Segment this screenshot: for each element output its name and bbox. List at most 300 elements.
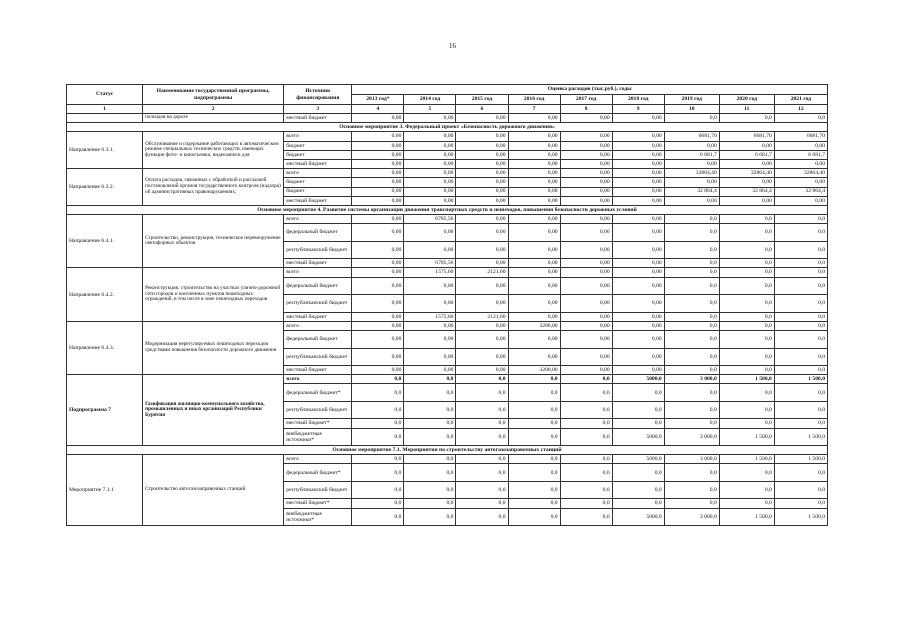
value-cell: 0,00 [774,178,827,187]
header-source: Источник финансирования [284,85,352,105]
table-row [67,132,828,141]
value-cell: 0,00 [508,114,560,123]
value-cell: 0,00 [560,348,612,366]
value-cell: 0,0 [456,375,508,384]
value-cell: 0,00 [612,187,664,196]
value-cell: 0,00 [508,312,560,321]
value-cell: 0,0 [560,499,612,508]
value-cell: 0,00 [560,277,612,295]
value-cell: 0,00 [352,348,404,366]
value-cell: 0,0 [508,375,560,384]
value-cell: 0,0 [456,455,508,464]
value-cell: 0,0 [719,259,774,268]
value-cell: 0,0 [508,464,560,482]
header-year: 2016 год [508,95,560,105]
header-index: 1 [67,105,143,114]
value-cell: 0,0 [560,455,612,464]
table-row [67,268,828,277]
value-cell: 0,00 [456,169,508,178]
value-cell: 0,00 [456,187,508,196]
value-cell: 0,00 [404,114,456,123]
value-cell: 0,00 [560,224,612,242]
value-cell: 1 500,0 [719,375,774,384]
value-cell: 0,0 [456,481,508,499]
section-title: Основное мероприятие 7.1. Мероприятия по строительству автогазозаправочных станций [67,446,828,455]
status-cell: Направление 6.4.1. [67,215,143,268]
value-cell: 0,00 [560,132,612,141]
source-cell: федеральный бюджет [284,331,352,349]
header-index: 5 [404,105,456,114]
source-cell: местный бюджет* [284,419,352,428]
value-cell: 0,00 [719,196,774,205]
value-cell: 6785,56 [404,215,456,224]
table-row [67,455,828,464]
value-cell: 0,00 [352,295,404,313]
value-cell: 0,0 [612,419,664,428]
value-cell: 0,00 [352,277,404,295]
value-cell: 0,00 [508,348,560,366]
value-cell: 0,00 [404,321,456,330]
value-cell: 0,0 [612,481,664,499]
value-cell: 0,00 [352,215,404,224]
value-cell: 0,0 [774,312,827,321]
source-cell: федеральный бюджет* [284,464,352,482]
value-cell: 0,00 [508,150,560,159]
value-cell: 0,00 [404,141,456,150]
value-cell: 0,0 [774,321,827,330]
value-cell: 0,0 [774,241,827,259]
value-cell: 0,00 [456,150,508,159]
value-cell: 0,00 [612,150,664,159]
value-cell: 0,0 [664,464,719,482]
value-cell: 0,00 [456,321,508,330]
value-cell: 0,0 [456,464,508,482]
value-cell: 0,00 [560,169,612,178]
value-cell: 0,0 [456,508,508,526]
value-cell: 0,00 [508,215,560,224]
value-cell: 0,00 [456,215,508,224]
value-cell: 0,00 [612,169,664,178]
value-cell: 0,0 [719,384,774,402]
value-cell: 0,00 [508,196,560,205]
value-cell: 0,00 [404,196,456,205]
page-number: 16 [449,42,456,50]
header-index: 3 [284,105,352,114]
header-year: 2013 год* [352,95,404,105]
value-cell: 0,00 [560,187,612,196]
value-cell: 0,0 [352,508,404,526]
value-cell: 0,0 [719,215,774,224]
value-cell: 0,00 [612,321,664,330]
source-cell: всего [284,169,352,178]
value-cell: 0,0 [404,499,456,508]
status-cell: Направление 6.4.3. [67,321,143,374]
value-cell: 0,0 [352,464,404,482]
header-index: 9 [612,105,664,114]
value-cell: 6681,70 [664,132,719,141]
value-cell: 0,00 [612,277,664,295]
value-cell: 0,00 [352,132,404,141]
header-year: 2020 год [719,95,774,105]
value-cell: 0,0 [719,401,774,419]
value-cell: 0,00 [456,114,508,123]
value-cell: 0,0 [719,419,774,428]
source-cell: всего [284,321,352,330]
value-cell: 0,00 [352,366,404,375]
value-cell: 6 681,7 [664,150,719,159]
value-cell: 0,0 [664,384,719,402]
value-cell: 0,00 [560,321,612,330]
value-cell: 3200,00 [508,366,560,375]
source-cell: бюджет [284,150,352,159]
value-cell: 0,00 [404,187,456,196]
value-cell: 0,0 [560,481,612,499]
source-cell: бюджет [284,187,352,196]
value-cell: 0,0 [612,464,664,482]
value-cell: 0,00 [456,366,508,375]
value-cell: 0,00 [508,331,560,349]
value-cell: 6 681,7 [774,150,827,159]
value-cell: 0,00 [352,241,404,259]
value-cell: 0,0 [664,114,719,123]
value-cell: 0,00 [352,187,404,196]
value-cell: 2121,60 [456,268,508,277]
value-cell: 1575,60 [404,268,456,277]
source-cell: республиканский бюджет [284,241,352,259]
value-cell: 0,0 [352,375,404,384]
value-cell: 0,00 [404,132,456,141]
value-cell: 0,0 [508,508,560,526]
value-cell: 0,00 [719,159,774,168]
value-cell: 0,0 [404,481,456,499]
source-cell: местный бюджет [284,366,352,375]
value-cell: 0,00 [456,141,508,150]
value-cell: 0,0 [560,401,612,419]
source-cell: местный бюджет* [284,499,352,508]
value-cell: 0,00 [560,141,612,150]
value-cell: 0,0 [508,428,560,446]
value-cell: 0,0 [664,312,719,321]
value-cell: 0,0 [664,321,719,330]
status-cell: Направление 6.3.2. [67,169,143,206]
header-status: Статус [67,85,143,105]
value-cell: 0,0 [352,384,404,402]
value-cell: 0,0 [508,419,560,428]
value-cell: 0,00 [508,259,560,268]
value-cell: 0,00 [560,366,612,375]
value-cell: 3 000,0 [664,428,719,446]
value-cell: 0,0 [560,419,612,428]
value-cell: 0,0 [560,375,612,384]
section-title-row [67,205,828,214]
value-cell: 0,0 [664,277,719,295]
value-cell: 0,0 [719,241,774,259]
value-cell: 0,0 [774,268,827,277]
name-cell: Газификация жилищно-коммунального хозяйства, промышленных и иных организаций Республики Бурятия [143,375,284,446]
value-cell: 0,00 [664,178,719,187]
value-cell: 0,0 [508,481,560,499]
value-cell: 0,00 [404,241,456,259]
value-cell: 0,0 [456,428,508,446]
value-cell: 0,0 [664,481,719,499]
value-cell: 1 500,0 [719,508,774,526]
value-cell: 0,00 [664,196,719,205]
source-cell: республиканский бюджет [284,348,352,366]
name-cell: Реконструкция, строительство на участках улично-дорожной сети городов и населенных пунктов пешеходных ограждений, в том числе в зоне пешеходных переходов [143,268,284,321]
value-cell: 0,0 [508,455,560,464]
value-cell: 0,0 [719,295,774,313]
source-cell: всего [284,268,352,277]
value-cell: 0,0 [664,241,719,259]
value-cell: 0,0 [404,508,456,526]
value-cell: 0,00 [404,169,456,178]
status-cell: Направление 6.3.1. [67,132,143,169]
value-cell: 6681,70 [719,132,774,141]
value-cell: 0,0 [664,366,719,375]
source-cell: бюджет [284,178,352,187]
value-cell: 32 864,4 [774,187,827,196]
header-index: 7 [508,105,560,114]
value-cell: 0,00 [352,196,404,205]
value-cell: 0,00 [456,132,508,141]
value-cell: 0,00 [560,178,612,187]
value-cell: 0,00 [456,241,508,259]
source-cell: федеральный бюджет* [284,384,352,402]
value-cell: 0,0 [719,312,774,321]
value-cell: 0,0 [456,499,508,508]
value-cell: 0,00 [352,331,404,349]
value-cell: 0,0 [774,215,827,224]
value-cell: 0,0 [664,215,719,224]
value-cell: 0,0 [352,455,404,464]
value-cell: 0,0 [560,428,612,446]
value-cell: 3 000,0 [664,455,719,464]
value-cell: 0,00 [612,132,664,141]
value-cell: 0,0 [352,481,404,499]
value-cell: 0,00 [352,259,404,268]
value-cell: 0,0 [456,401,508,419]
value-cell: 0,00 [404,295,456,313]
value-cell: 0,0 [774,224,827,242]
value-cell: 0,0 [774,295,827,313]
source-cell: внебюджетные источники* [284,508,352,526]
header-year: 2021 год [774,95,827,105]
value-cell: 0,00 [508,241,560,259]
value-cell: 0,00 [612,178,664,187]
value-cell: 6681,70 [774,132,827,141]
value-cell: 0,0 [719,464,774,482]
value-cell: 0,0 [404,375,456,384]
value-cell: 0,0 [352,428,404,446]
value-cell: 0,00 [774,159,827,168]
value-cell: 0,00 [508,277,560,295]
value-cell: 0,00 [719,178,774,187]
value-cell: 0,0 [404,455,456,464]
value-cell: 0,0 [719,366,774,375]
value-cell: 0,00 [612,224,664,242]
value-cell: 0,00 [560,215,612,224]
value-cell: 0,0 [404,428,456,446]
section-title-row [67,446,828,455]
value-cell: 0,00 [456,159,508,168]
value-cell: 0,00 [352,150,404,159]
source-cell: местный бюджет [284,259,352,268]
value-cell: 0,0 [560,464,612,482]
value-cell: 3200,00 [508,321,560,330]
value-cell: 0,0 [404,464,456,482]
value-cell: 1 500,0 [719,455,774,464]
value-cell: 0,0 [719,114,774,123]
section-title: Основное мероприятие 4. Развитие системы организации движения транспортных средств и пешеходов, повышения безопасности дорожных условий [67,205,828,214]
value-cell: 0,00 [352,169,404,178]
source-cell: республиканский бюджет [284,401,352,419]
value-cell: 0,00 [456,178,508,187]
value-cell: 0,0 [664,331,719,349]
table-row [67,215,828,224]
value-cell: 0,0 [719,321,774,330]
value-cell: 0,0 [719,277,774,295]
value-cell: 0,0 [774,401,827,419]
value-cell: 0,00 [404,331,456,349]
value-cell: 0,00 [560,295,612,313]
value-cell: 1 500,0 [774,428,827,446]
value-cell: 0,0 [774,259,827,268]
header-index: 8 [560,105,612,114]
value-cell: 0,00 [508,268,560,277]
value-cell: 0,00 [560,259,612,268]
name-cell: Оплата расходов, связанных с обработкой и рассылкой постановлений органов государственного контроля (надзора) об административных правонарушениях, [143,169,284,206]
value-cell: 0,0 [352,401,404,419]
value-cell: 3 000,0 [664,375,719,384]
section-title-row [67,123,828,132]
value-cell: 0,0 [404,419,456,428]
source-cell: всего [284,375,352,384]
header-index: 6 [456,105,508,114]
value-cell: 0,0 [719,331,774,349]
value-cell: 0,0 [664,419,719,428]
header-year: 2019 год [664,95,719,105]
name-cell: Строительство автогазозаправочных станций [143,455,284,526]
header-estimate: Оценка расходов (тыс.руб.), годы [352,85,828,95]
value-cell: 1 500,0 [774,375,827,384]
value-cell: 0,00 [456,277,508,295]
header-year: 2015 год [456,95,508,105]
value-cell: 0,00 [508,224,560,242]
value-cell: 0,00 [456,348,508,366]
value-cell: 0,00 [560,114,612,123]
source-cell: федеральный бюджет [284,277,352,295]
value-cell: 0,00 [404,348,456,366]
value-cell: 0,00 [612,159,664,168]
value-cell: 32864,40 [719,169,774,178]
value-cell: 0,00 [508,169,560,178]
header-year: 2018 год [612,95,664,105]
value-cell: 5000,0 [612,508,664,526]
value-cell: 0,00 [560,268,612,277]
header-year: 2014 год [404,95,456,105]
value-cell: 0,00 [352,114,404,123]
value-cell: 0,0 [352,499,404,508]
header-index: 10 [664,105,719,114]
value-cell: 0,0 [664,401,719,419]
table-row [67,321,828,330]
source-cell: местный бюджет [284,312,352,321]
header-year: 2017 год [560,95,612,105]
status-cell: Мероприятие 7.1.1 [67,455,143,526]
source-cell: всего [284,132,352,141]
value-cell: 0,00 [508,132,560,141]
value-cell: 0,0 [664,295,719,313]
value-cell: 0,00 [612,268,664,277]
source-cell: федеральный бюджет [284,224,352,242]
value-cell: 0,0 [664,499,719,508]
value-cell: 0,00 [560,150,612,159]
value-cell: 0,0 [774,331,827,349]
value-cell: 0,00 [352,321,404,330]
value-cell: 0,0 [664,259,719,268]
value-cell: 0,0 [612,401,664,419]
value-cell: 0,00 [664,141,719,150]
value-cell: 0,0 [612,384,664,402]
source-cell: всего [284,215,352,224]
name-cell: Модернизация нерегулируемых пешеходных переходов средствами повышения безопасности дорожного движения [143,321,284,374]
value-cell: 0,0 [612,499,664,508]
value-cell: 0,00 [404,178,456,187]
value-cell: 0,0 [774,277,827,295]
value-cell: 0,00 [508,178,560,187]
value-cell: 5000,0 [612,375,664,384]
source-cell: местный бюджет [284,159,352,168]
value-cell: 0,00 [456,196,508,205]
value-cell: 0,0 [719,224,774,242]
value-cell: 0,0 [664,268,719,277]
section-title: Основное мероприятие 3. Федеральный проект «Безопасность дорожного движения» [67,123,828,132]
value-cell: 0,0 [352,419,404,428]
value-cell: 0,00 [404,277,456,295]
header-name: Наименование государственной программы, подпрограммы [143,85,284,105]
value-cell: 0,00 [508,187,560,196]
value-cell: 0,00 [612,295,664,313]
value-cell: 0,0 [774,114,827,123]
name-cell: полиздов на дороге [143,114,284,123]
source-cell: местный бюджет [284,196,352,205]
value-cell: 32864,40 [664,169,719,178]
source-cell: местный бюджет [284,114,352,123]
value-cell: 0,00 [352,159,404,168]
name-cell: Обслуживание и содержание работающих в автоматическом режиме специальных технических средств, имеющих функции фото- и киносъемки, видеозаписи для [143,132,284,169]
value-cell: 0,0 [404,401,456,419]
source-cell: республиканский бюджет [284,481,352,499]
value-cell: 0,0 [774,366,827,375]
value-cell: 0,0 [456,384,508,402]
value-cell: 0,0 [560,508,612,526]
source-cell: всего [284,455,352,464]
value-cell: 0,0 [774,348,827,366]
header-index: 4 [352,105,404,114]
header-index: 12 [774,105,827,114]
status-cell: Направление 6.4.2. [67,268,143,321]
value-cell: 0,00 [352,224,404,242]
status-cell: Подпрограмма 7 [67,375,143,446]
header-index: 2 [143,105,284,114]
value-cell: 0,00 [612,259,664,268]
value-cell: 1 500,0 [719,428,774,446]
value-cell: 0,00 [456,259,508,268]
value-cell: 0,00 [612,312,664,321]
value-cell: 1575,60 [404,312,456,321]
value-cell: 0,0 [719,499,774,508]
table-row [67,169,828,178]
